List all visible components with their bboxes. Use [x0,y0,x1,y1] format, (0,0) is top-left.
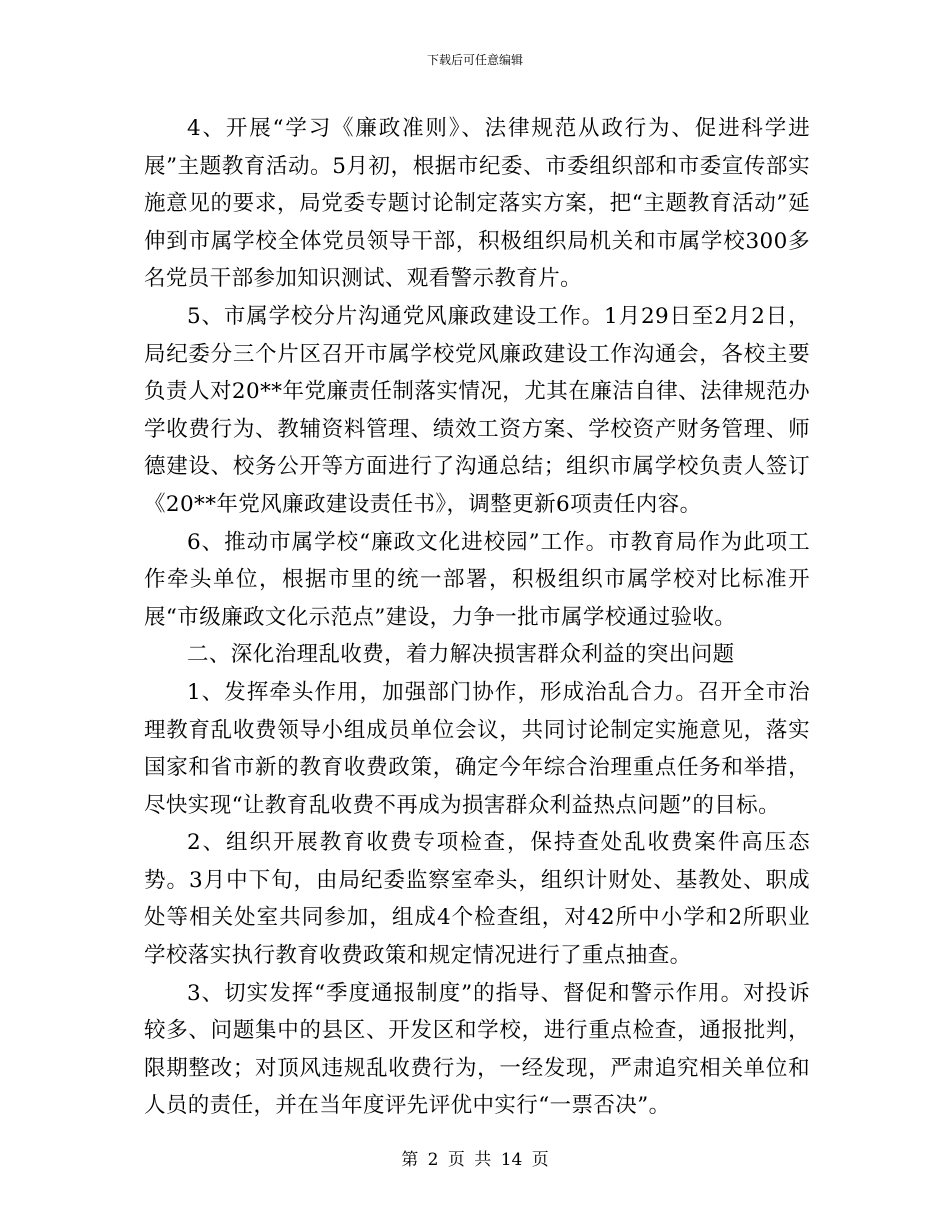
document-body [144,110,810,1125]
paragraph-item-1: 1、发挥牵头作用，加强部门协作，形成治乱合力。召开全市治理教育乱收费领导小组成员单位会议，共同讨论制定实施意见，落实国家和省市新的教育收费政策，确定今年综合治理重点任务和举措，尽快实现“让教育乱收费不再成为损害群众利益热点问题”的目标。 [144,679,810,818]
page-header: 下载后可任意编辑 [426,53,523,67]
page-number: 第 2 页 共 14 页 [401,1150,549,1170]
paragraph-item-4: 4、开展“学习《廉政准则》、法律规范从政行为、促进科学进展”主题教育活动。5月初，根据市纪委、市委组织部和市委宣传部实施意见的要求，局党委专题讨论制定落实方案，把“主题教育活动”延伸到市属学校全体党员领导干部，积极组织局机关和市属学校300多名党员干部参加知识测试、观看警示教育片。 [144,116,810,292]
paragraph-item-6: 6、推动市属学校“廉政文化进校园”工作。市教育局作为此项工作牵头单位，根据市里的统一部署，积极组织市属学校对比标准开展“市级廉政文化示范点”建设，力争一批市属学校通过验收。 [144,529,810,630]
paragraph-item-5: 5、市属学校分片沟通党风廉政建设工作。1月29日至2月2日，局纪委分三个片区召开市属学校党风廉政建设工作沟通会，各校主要负责人对20**年党廉责任制落实情况，尤其在廉洁自律、法律规范办学收费行为、教辅资料管理、绩效工资方案、学校资产财务管理、师德建设、校务公开等方面进行了沟通总结；组织市属学校负责人签订《20**年党风廉政建设责任书》，调整更新6项责任内容。 [144,303,810,517]
section-heading-2: 二、深化治理乱收费，着力解决损害群众利益的突出问题 [187,642,735,668]
paragraph-item-3: 3、切实发挥“季度通报制度”的指导、督促和警示作用。对投诉较多、问题集中的县区、开发区和学校，进行重点检查，通报批判，限期整改；对顶风违规乱收费行为，一经发现，严肃追究相关单位和人员的责任，并在当年度评先评优中实行“一票否决”。 [144,980,810,1119]
paragraph-item-2: 2、组织开展教育收费专项检查，保持查处乱收费案件高压态势。3月中下旬，由局纪委监察室牵头，组织计财处、基教处、职成处等相关处室共同参加，组成4个检查组，对42所中小学和2所职业学校落实执行教育收费政策和规定情况进行了重点抽查。 [144,830,810,969]
